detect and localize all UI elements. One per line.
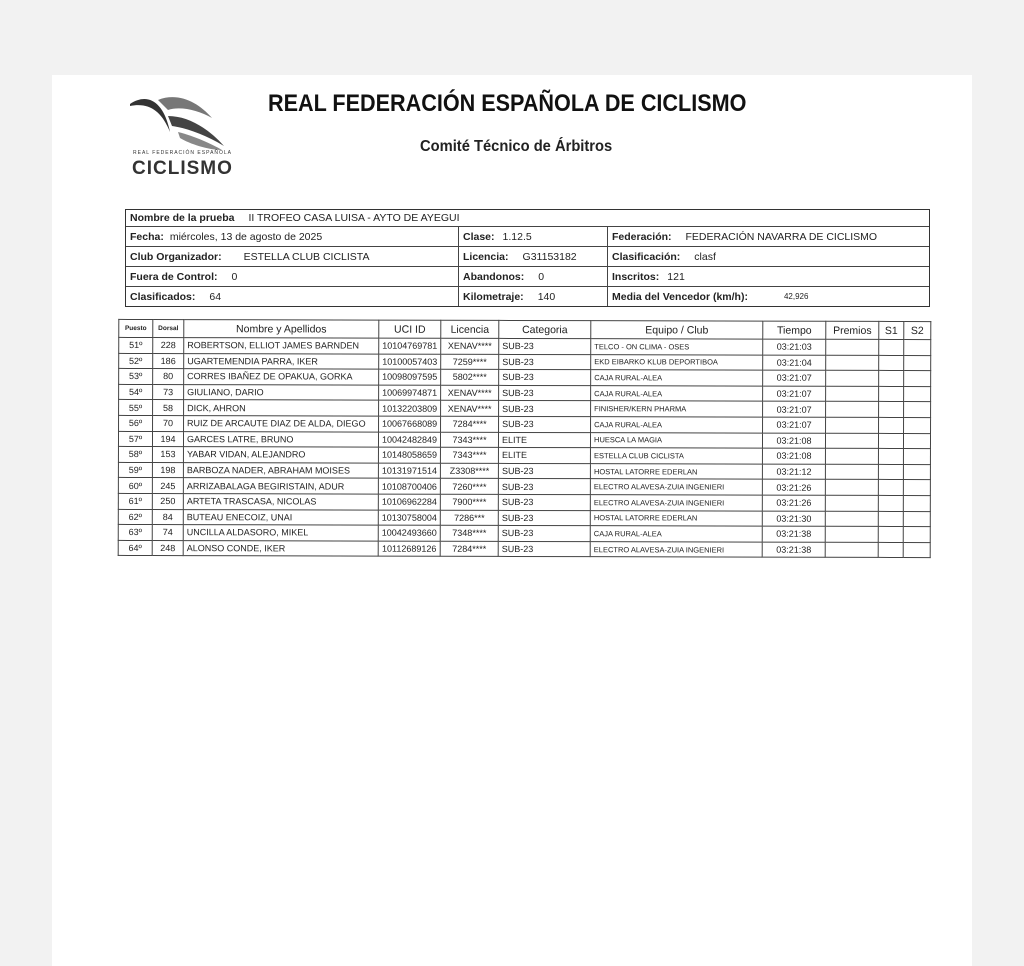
results-table xyxy=(118,319,932,558)
table-cell: SUB-23 xyxy=(498,463,590,479)
table-cell xyxy=(826,370,879,386)
table-cell xyxy=(903,449,930,465)
table-cell: DICK, AHRON xyxy=(184,400,379,416)
table-cell: ELITE xyxy=(499,432,591,448)
table-cell: 153 xyxy=(152,447,183,463)
table-cell xyxy=(826,417,879,433)
label: Abandonos: xyxy=(463,270,525,283)
column-header: Puesto xyxy=(119,319,153,337)
table-cell: 7343**** xyxy=(440,447,498,463)
table-cell: SUB-23 xyxy=(499,401,591,417)
table-cell: ELITE xyxy=(498,448,590,464)
table-cell: 10148058659 xyxy=(378,447,440,463)
table-cell: 10067668089 xyxy=(379,416,441,432)
table-cell: 10042493660 xyxy=(378,525,440,541)
table-cell: 10069974871 xyxy=(379,385,441,401)
label: Clasificados: xyxy=(130,290,196,303)
table-cell: HUESCA LA MAGIA xyxy=(591,432,763,448)
column-header: Licencia xyxy=(441,320,499,338)
table-cell xyxy=(878,511,903,527)
distance: 140 xyxy=(537,290,556,303)
table-cell xyxy=(879,339,904,355)
table-cell: 03:21:08 xyxy=(762,448,825,464)
column-header: S1 xyxy=(879,321,904,339)
table-cell: ELECTRO ALAVESA-ZUIA INGENIERI xyxy=(590,541,762,557)
table-cell: 10130758004 xyxy=(378,510,440,526)
table-cell xyxy=(904,355,931,371)
table-cell: 64º xyxy=(118,540,152,556)
label: Inscritos: xyxy=(612,270,660,283)
table-cell xyxy=(879,433,904,449)
table-cell: FINISHER/KERN PHARMA xyxy=(591,401,763,417)
table-cell: 63º xyxy=(118,525,152,541)
abandons: 0 xyxy=(538,270,545,283)
race-class: 1.12.5 xyxy=(502,230,532,243)
table-cell xyxy=(904,386,931,402)
table-cell: 7286*** xyxy=(440,510,498,526)
table-cell: CORRES IBAÑEZ DE OPAKUA, GORKA xyxy=(184,369,379,385)
table-cell: 250 xyxy=(152,493,183,509)
table-cell: 03:21:30 xyxy=(762,511,825,527)
label: Nombre de la prueba xyxy=(130,212,235,224)
table-cell: 03:21:07 xyxy=(763,370,826,386)
table-cell: YABAR VIDAN, ALEJANDRO xyxy=(183,447,378,463)
classification: clasf xyxy=(694,250,716,263)
table-cell: 10112689126 xyxy=(378,541,440,557)
table-cell xyxy=(878,527,903,543)
table-cell: SUB-23 xyxy=(498,526,590,542)
out-of-control: 0 xyxy=(231,270,238,283)
table-cell: CAJA RURAL-ALEA xyxy=(590,526,762,542)
table-cell: 03:21:04 xyxy=(763,355,826,371)
label: Media del Vencedor (km/h): xyxy=(612,290,748,303)
federation: FEDERACIÓN NAVARRA DE CICLISMO xyxy=(685,230,878,243)
table-cell xyxy=(878,480,903,496)
table-cell xyxy=(825,542,878,558)
table-cell: CAJA RURAL-ALEA xyxy=(591,417,763,433)
table-cell: 7284**** xyxy=(441,416,499,432)
table-cell: 74 xyxy=(152,525,183,541)
table-cell: 10108700406 xyxy=(378,478,440,494)
logo-subtitle: REAL FEDERACIÓN ESPAÑOLA xyxy=(133,150,233,156)
table-cell: SUB-23 xyxy=(499,416,591,432)
table-cell: 55º xyxy=(119,400,153,416)
table-cell xyxy=(825,526,878,542)
table-cell: 80 xyxy=(153,369,184,385)
table-cell: SUB-23 xyxy=(498,494,590,510)
table-cell: CAJA RURAL-ALEA xyxy=(591,385,763,401)
table-cell: UNCILLA ALDASORO, MIKEL xyxy=(183,525,378,541)
table-cell xyxy=(879,386,904,402)
registered: 121 xyxy=(667,270,685,283)
table-cell: SUB-23 xyxy=(499,370,591,386)
winner-average: 42,926 xyxy=(783,292,809,301)
label: Club Organizador: xyxy=(130,250,222,263)
table-cell: SUB-23 xyxy=(499,338,591,354)
column-header: Premios xyxy=(826,321,879,339)
table-cell xyxy=(903,480,930,496)
table-cell: 60º xyxy=(118,478,152,494)
table-cell: 7348**** xyxy=(440,525,498,541)
table-cell: 10131971514 xyxy=(378,463,440,479)
column-header: Dorsal xyxy=(153,320,184,338)
race-name: II TROFEO CASA LUISA - AYTO DE AYEGUI xyxy=(248,212,460,224)
table-cell xyxy=(826,339,879,355)
table-cell xyxy=(904,433,931,449)
table-cell xyxy=(826,355,879,371)
table-cell: 73 xyxy=(153,384,184,400)
table-cell: UGARTEMENDIA PARRA, IKER xyxy=(184,353,379,369)
table-cell: BARBOZA NADER, ABRAHAM MOISES xyxy=(183,462,378,478)
label: Licencia: xyxy=(463,250,509,263)
column-header: Equipo / Club xyxy=(591,321,763,339)
table-cell: 56º xyxy=(119,415,153,431)
table-cell: SUB-23 xyxy=(499,385,591,401)
organizer-club: ESTELLA CLUB CICLISTA xyxy=(243,250,370,263)
column-header: Nombre y Apellidos xyxy=(184,320,379,339)
table-cell: 186 xyxy=(153,353,184,369)
label: Federación: xyxy=(612,230,672,243)
race-info-box xyxy=(125,209,930,307)
race-date: miércoles, 13 de agosto de 2025 xyxy=(169,230,323,243)
table-cell xyxy=(825,511,878,527)
table-cell xyxy=(878,495,903,511)
table-cell: 03:21:03 xyxy=(763,339,826,355)
page-title: REAL FEDERACIÓN ESPAÑOLA DE CICLISMO xyxy=(268,90,747,117)
table-cell xyxy=(903,511,930,527)
table-cell: SUB-23 xyxy=(498,479,590,495)
table-cell: 7343**** xyxy=(441,432,499,448)
table-cell xyxy=(825,495,878,511)
column-header: Tiempo xyxy=(763,321,826,339)
table-cell: Z3308**** xyxy=(440,463,498,479)
table-cell: 7260**** xyxy=(440,479,498,495)
table-cell xyxy=(878,464,903,480)
table-cell: 7259**** xyxy=(441,354,499,370)
table-cell: 248 xyxy=(152,540,183,556)
table-cell: 5802**** xyxy=(441,369,499,385)
table-cell xyxy=(878,542,903,558)
label: Clasificación: xyxy=(612,250,681,263)
table-cell: SUB-23 xyxy=(499,354,591,370)
table-cell: 03:21:07 xyxy=(763,401,826,417)
label: Clase: xyxy=(463,230,495,243)
table-cell xyxy=(904,417,931,433)
classified: 64 xyxy=(209,290,222,303)
table-cell: 10098097595 xyxy=(379,369,441,385)
table-cell: 03:21:07 xyxy=(763,386,826,402)
table-cell: TELCO - ON CLIMA - OSES xyxy=(591,339,763,355)
license: G31153182 xyxy=(522,250,577,263)
table-cell xyxy=(825,448,878,464)
table-cell: ARTETA TRASCASA, NICOLAS xyxy=(183,494,378,510)
table-cell: 51º xyxy=(119,337,153,353)
label: Fecha: xyxy=(130,230,164,243)
table-cell: 10104769781 xyxy=(379,338,441,354)
table-cell: 70 xyxy=(153,415,184,431)
table-cell: 7900**** xyxy=(440,494,498,510)
table-cell: ARRIZABALAGA BEGIRISTAIN, ADUR xyxy=(183,478,378,494)
table-cell xyxy=(879,355,904,371)
table-cell: SUB-23 xyxy=(498,541,590,557)
table-cell: 54º xyxy=(119,384,153,400)
table-cell xyxy=(825,480,878,496)
table-cell xyxy=(879,371,904,387)
table-cell: 03:21:12 xyxy=(762,464,825,480)
table-cell: 198 xyxy=(152,462,183,478)
table-cell: 52º xyxy=(119,353,153,369)
table-cell: GARCES LATRE, BRUNO xyxy=(183,431,378,447)
table-cell: 03:21:38 xyxy=(762,526,825,542)
table-cell: 84 xyxy=(152,509,183,525)
table-cell: 03:21:26 xyxy=(762,479,825,495)
table-cell: 58º xyxy=(118,447,152,463)
label: Fuera de Control: xyxy=(130,270,218,283)
column-header: Categoria xyxy=(499,320,591,338)
table-cell xyxy=(903,495,930,511)
column-header: S2 xyxy=(904,321,931,339)
table-cell: BUTEAU ENECOIZ, UNAI xyxy=(183,509,378,525)
table-row xyxy=(118,540,930,558)
table-cell xyxy=(904,339,931,355)
table-cell: 03:21:08 xyxy=(763,433,826,449)
table-cell: 61º xyxy=(118,493,152,509)
table-cell xyxy=(904,371,931,387)
table-cell: ROBERTSON, ELLIOT JAMES BARNDEN xyxy=(184,338,379,354)
logo-title: CICLISMO xyxy=(132,158,233,179)
table-cell xyxy=(903,542,930,558)
table-cell: HOSTAL LATORRE EDERLAN xyxy=(590,463,762,479)
table-cell: 10132203809 xyxy=(379,400,441,416)
table-cell xyxy=(903,464,930,480)
table-cell: XENAV**** xyxy=(441,338,499,354)
table-cell: 53º xyxy=(119,369,153,385)
page-subtitle: Comité Técnico de Árbitros xyxy=(420,138,613,155)
table-header xyxy=(119,319,931,339)
table-cell: EKD EIBARKO KLUB DEPORTIBOA xyxy=(591,354,763,370)
table-cell xyxy=(826,386,879,402)
table-cell xyxy=(879,402,904,418)
table-cell: 10042482849 xyxy=(378,432,440,448)
table-cell: 57º xyxy=(118,431,152,447)
table-cell: 228 xyxy=(153,338,184,354)
table-cell: 03:21:26 xyxy=(762,495,825,511)
table-cell: SUB-23 xyxy=(498,510,590,526)
table-cell: 10100057403 xyxy=(379,354,441,370)
label: Kilometraje: xyxy=(463,290,524,303)
table-cell: GIULIANO, DARIO xyxy=(184,384,379,400)
table-cell: 245 xyxy=(152,478,183,494)
table-cell: 194 xyxy=(152,431,183,447)
table-cell xyxy=(826,402,879,418)
table-cell: 03:21:07 xyxy=(763,417,826,433)
table-cell: ELECTRO ALAVESA-ZUIA INGENIERI xyxy=(590,479,762,495)
table-cell: XENAV**** xyxy=(441,401,499,417)
table-cell: 03:21:38 xyxy=(762,542,825,558)
table-cell xyxy=(904,402,931,418)
table-cell: HOSTAL LATORRE EDERLAN xyxy=(590,510,762,526)
table-cell: 7284**** xyxy=(440,541,498,557)
table-cell: ELECTRO ALAVESA-ZUIA INGENIERI xyxy=(590,495,762,511)
table-cell: 58 xyxy=(153,400,184,416)
table-cell: ESTELLA CLUB CICLISTA xyxy=(590,448,762,464)
table-cell: 59º xyxy=(118,462,152,478)
table-cell: RUIZ DE ARCAUTE DIAZ DE ALDA, DIEGO xyxy=(184,416,379,432)
table-cell xyxy=(903,527,930,543)
table-cell: XENAV**** xyxy=(441,385,499,401)
table-cell: 10106962284 xyxy=(378,494,440,510)
table-cell xyxy=(826,433,879,449)
table-cell xyxy=(878,449,903,465)
table-cell: ALONSO CONDE, IKER xyxy=(183,540,378,556)
table-cell xyxy=(825,464,878,480)
table-cell: CAJA RURAL-ALEA xyxy=(591,370,763,386)
table-cell xyxy=(879,417,904,433)
table-cell: 62º xyxy=(118,509,152,525)
column-header: UCI ID xyxy=(379,320,441,338)
